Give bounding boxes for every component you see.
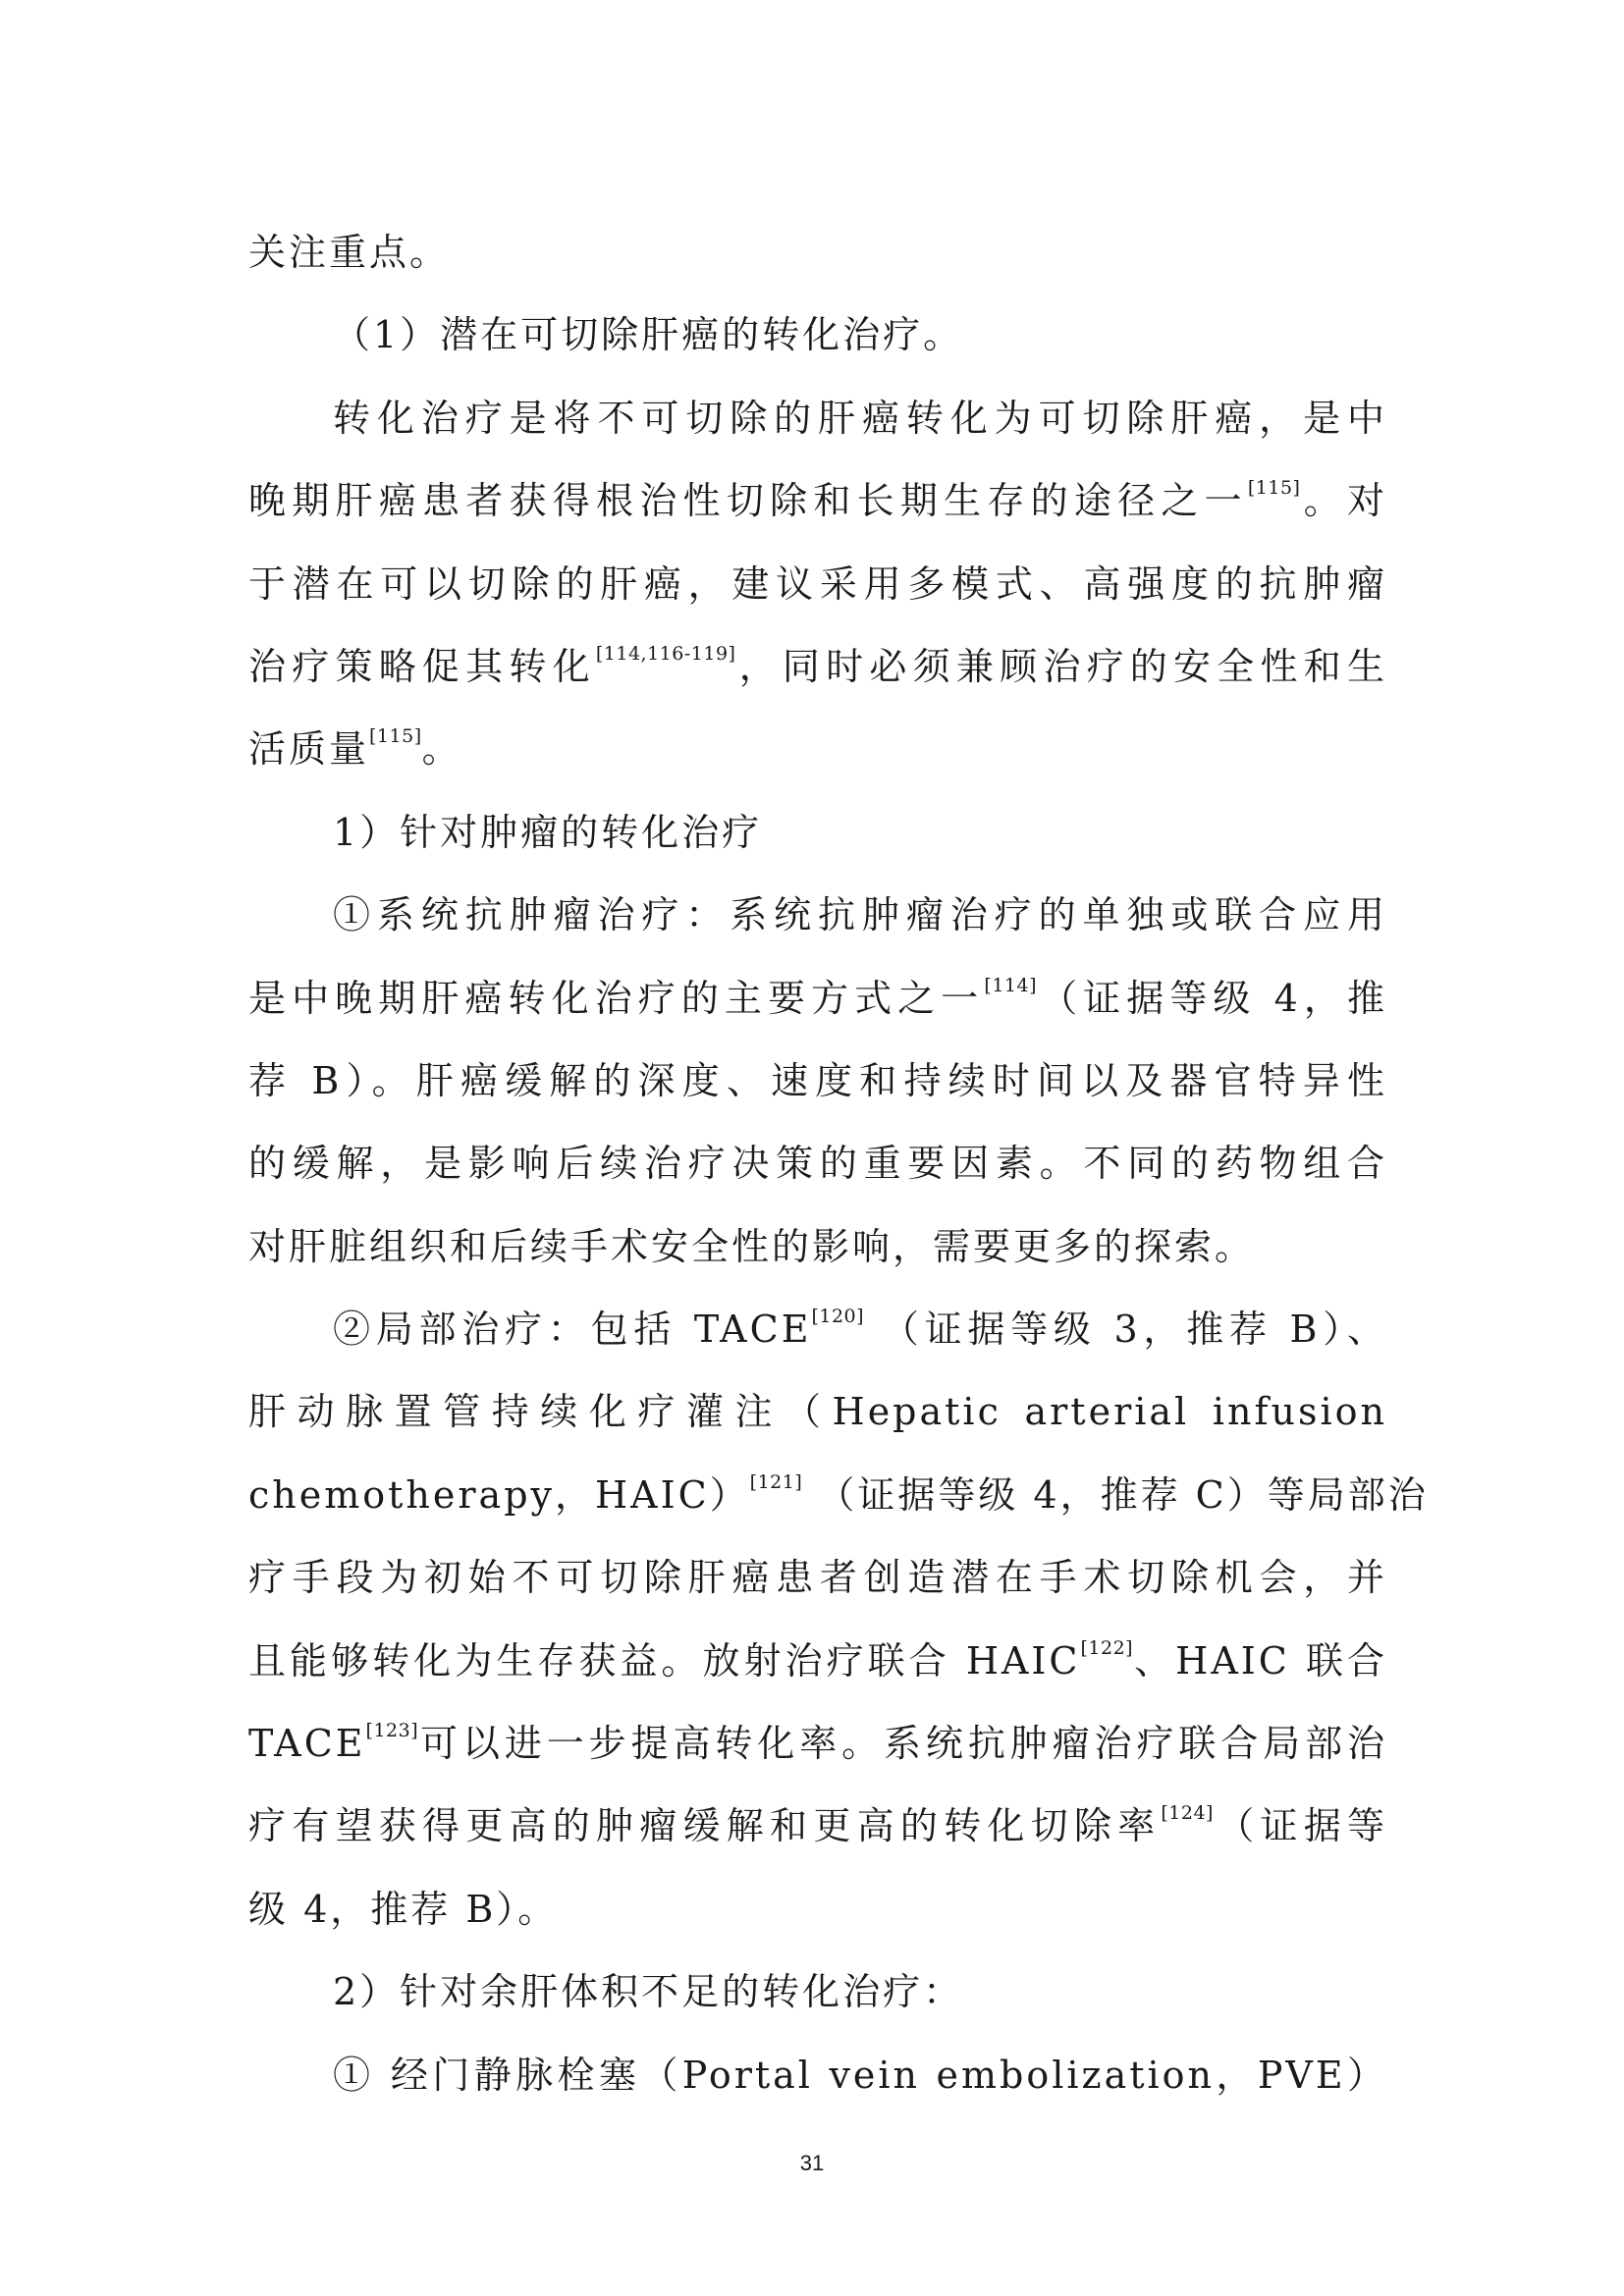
text-segment: 荐 B）。肝癌缓解的深度、速度和持续时间以及器官特异性 [248, 1058, 1387, 1102]
text-line [248, 1205, 1387, 1288]
citation-reference: [124] [1161, 1802, 1214, 1825]
citation-reference: [114,116-119] [595, 642, 736, 665]
text-segment: （证据等级 4，推 [1037, 976, 1387, 1020]
citation-reference: [120] [811, 1306, 865, 1328]
text-segment: 1）针对肿瘤的转化治疗 [333, 810, 763, 854]
text-segment: 疗手段为初始不可切除肝癌患者创造潜在手术切除机会，并 [248, 1556, 1387, 1600]
text-line [248, 874, 1387, 956]
text-segment: 对肝脏组织和后续手术安全性的影响，需要更多的探索。 [248, 1224, 1256, 1268]
text-segment: 、HAIC 联合 [1133, 1638, 1388, 1682]
text-segment: 晚期肝癌患者获得根治性切除和长期生存的途径之一 [248, 479, 1248, 523]
text-segment: 转化治疗是将不可切除的肝癌转化为可切除肝癌，是中 [333, 396, 1387, 440]
text-line [248, 1868, 1387, 1950]
text-line [248, 1288, 1387, 1370]
text-segment: 2）针对余肝体积不足的转化治疗： [333, 1970, 964, 2014]
text-line [248, 543, 1387, 625]
text-line [248, 1040, 1387, 1122]
text-segment: 于潜在可以切除的肝癌，建议采用多模式、高强度的抗肿瘤 [248, 561, 1387, 606]
citation-reference: [123] [365, 1720, 419, 1742]
text-line [248, 1950, 1387, 2033]
text-segment: 。 [421, 727, 462, 772]
text-segment: ① 经门静脉栓塞（Portal vein embolization，PVE） [333, 2053, 1387, 2097]
text-line [248, 377, 1387, 459]
text-line [248, 1122, 1387, 1204]
text-line [248, 791, 1387, 874]
text-line [248, 1536, 1387, 1619]
text-segment: TACE [248, 1722, 366, 1766]
document-body [248, 211, 1429, 2116]
text-segment: 的缓解，是影响后续治疗决策的重要因素。不同的药物组合 [248, 1142, 1387, 1186]
text-segment: （证据等级 4，推荐 C）等局部治 [802, 1472, 1429, 1517]
text-segment: 是中晚期肝癌转化治疗的主要方式之一 [248, 976, 985, 1020]
text-line [248, 2034, 1387, 2116]
text-segment: 级 4，推荐 B）。 [248, 1887, 559, 1931]
text-segment: （证据等级 3，推荐 B）、 [864, 1308, 1387, 1352]
text-line [248, 957, 1387, 1040]
text-segment: chemotherapy，HAIC） [248, 1472, 750, 1517]
text-segment: ②局部治疗：包括 TACE [333, 1308, 812, 1352]
text-line [248, 211, 1387, 294]
text-segment: 可以进一步提高转化率。系统抗肿瘤治疗联合局部治 [418, 1722, 1387, 1766]
citation-reference: [115] [369, 725, 422, 748]
text-line [248, 294, 1387, 376]
page-number: 31 [799, 2151, 825, 2175]
text-segment: ，同时必须兼顾治疗的安全性和生 [735, 644, 1387, 688]
text-segment: （1）潜在可切除肝癌的转化治疗。 [333, 313, 964, 357]
text-line [248, 1785, 1387, 1867]
text-line [248, 1454, 1429, 1536]
text-segment: 治疗策略促其转化 [248, 644, 596, 688]
citation-reference: [115] [1247, 477, 1301, 500]
text-segment: 关注重点。 [248, 231, 451, 274]
text-line [248, 708, 1387, 790]
text-line [248, 625, 1387, 708]
text-line [248, 459, 1387, 542]
text-segment: 疗有望获得更高的肿瘤缓解和更高的转化切除率 [248, 1804, 1162, 1848]
text-segment: 。对 [1300, 479, 1387, 523]
text-segment: ①系统抗肿瘤治疗：系统抗肿瘤治疗的单独或联合应用 [333, 893, 1387, 937]
text-segment: （证据等 [1213, 1804, 1387, 1848]
text-line [248, 1702, 1387, 1785]
text-segment: 且能够转化为生存获益。放射治疗联合 HAIC [248, 1638, 1081, 1682]
text-line [248, 1370, 1387, 1453]
text-line [248, 1620, 1387, 1702]
citation-reference: [122] [1080, 1636, 1134, 1659]
text-segment: 肝动脉置管持续化疗灌注（Hepatic arterial infusion [248, 1390, 1387, 1434]
text-segment: 活质量 [248, 727, 370, 772]
citation-reference: [114] [984, 974, 1037, 996]
citation-reference: [121] [749, 1470, 803, 1493]
